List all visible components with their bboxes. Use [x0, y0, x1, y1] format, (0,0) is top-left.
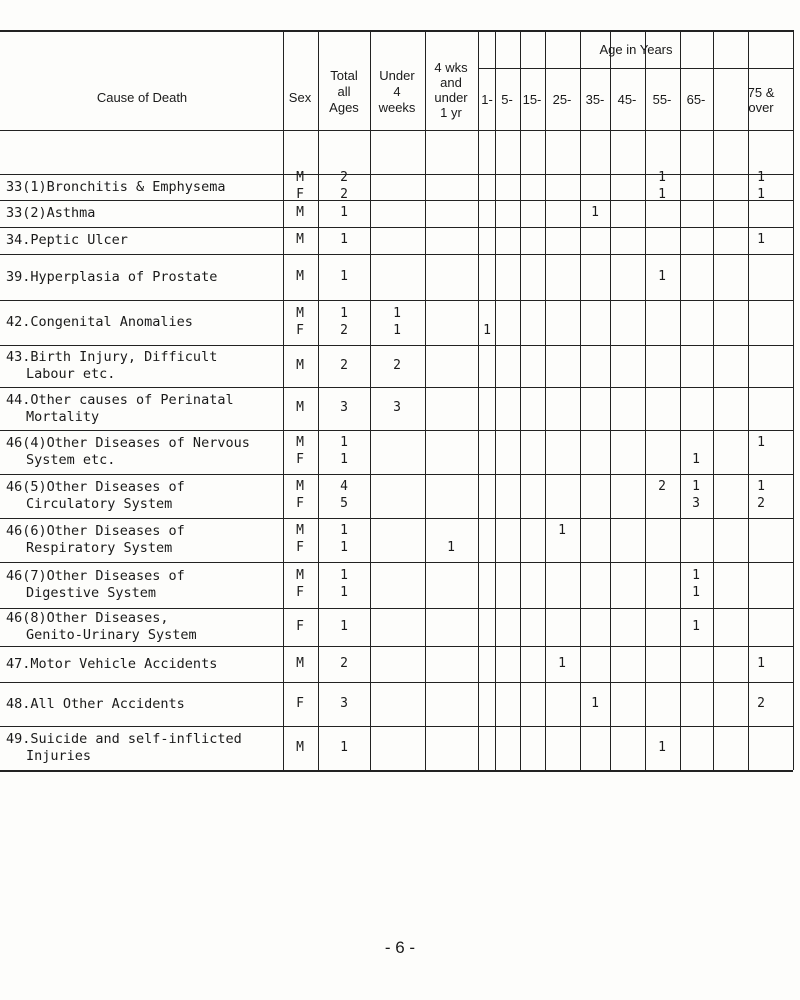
cause-label: 34.Peptic Ulcer [6, 232, 128, 248]
total-cell: 1 [340, 452, 348, 467]
sex-cell: M [296, 479, 304, 494]
count-cell: 1 [692, 479, 700, 494]
column-divider [545, 30, 546, 770]
cause-label: Genito-Urinary System [26, 627, 197, 643]
count-cell: 3 [692, 496, 700, 511]
column-divider [425, 30, 426, 770]
count-cell: 1 [658, 187, 666, 202]
sex-cell: M [296, 655, 304, 671]
sex-cell: M [296, 170, 304, 185]
column-divider [283, 30, 284, 770]
column-divider [748, 30, 749, 770]
row-divider [0, 200, 793, 201]
total-cell: 3 [340, 400, 348, 415]
total-cell: 5 [340, 496, 348, 511]
row-divider [0, 518, 793, 519]
header-sex: Sex [288, 90, 312, 105]
sex-cell: M [296, 305, 304, 321]
header-age-75: 75 & [747, 85, 775, 100]
cause-label: 43.Birth Injury, Difficult [6, 349, 218, 365]
row-divider [0, 130, 793, 131]
sex-cell: M [296, 357, 304, 373]
age-header-divider [478, 68, 793, 69]
header-age-15: 15- [522, 92, 542, 107]
page-number: - 6 - [384, 938, 416, 957]
cause-label: 47.Motor Vehicle Accidents [6, 655, 218, 672]
count-cell: 1 [393, 322, 401, 338]
cause-label: 46(8)Other Diseases, [6, 610, 169, 626]
count-cell: 3 [393, 400, 401, 415]
header-4wks-under-1yr: and [440, 75, 462, 90]
count-cell: 1 [757, 232, 765, 247]
count-cell: 1 [483, 322, 491, 338]
header-4wks-under-1yr: 1 yr [440, 105, 462, 120]
total-cell: 3 [340, 695, 348, 711]
cause-label: 49.Suicide and self-inflicted [6, 731, 242, 747]
column-divider [495, 30, 496, 770]
count-cell: 1 [591, 205, 599, 220]
count-cell: 1 [692, 618, 700, 634]
sex-cell: F [296, 540, 304, 555]
sex-cell: M [296, 205, 304, 220]
count-cell: 1 [757, 435, 765, 450]
header-total-all-ages: Total [330, 68, 358, 83]
cause-label: 42.Congenital Anomalies [6, 314, 193, 330]
count-cell: 1 [692, 568, 700, 583]
table-bottom-border [0, 770, 793, 772]
header-age-65: 65- [686, 92, 706, 107]
header-age-25: 25- [552, 92, 572, 107]
sex-cell: F [296, 322, 304, 338]
total-cell: 1 [340, 205, 348, 220]
cause-label: 46(5)Other Diseases of [6, 479, 185, 495]
header-total-all-ages: Ages [329, 100, 359, 115]
total-cell: 2 [340, 187, 348, 202]
table-top-border [0, 30, 793, 32]
row-divider [0, 387, 793, 388]
total-cell: 1 [340, 268, 348, 284]
sex-cell: M [296, 523, 304, 538]
row-divider [0, 345, 793, 346]
header-age-5: 5- [501, 92, 513, 107]
total-cell: 4 [340, 479, 348, 494]
header-age-in-years: Age in Years [599, 42, 673, 57]
column-divider [680, 30, 681, 770]
count-cell: 1 [692, 452, 700, 467]
header-under-4-weeks: 4 [393, 84, 401, 99]
total-cell: 2 [340, 322, 348, 338]
sex-cell: F [296, 618, 304, 634]
header-age-45: 45- [617, 92, 637, 107]
row-divider [0, 254, 793, 255]
sex-cell: M [296, 268, 304, 284]
row-divider [0, 562, 793, 563]
count-cell: 1 [692, 585, 700, 600]
sex-cell: F [296, 695, 304, 711]
column-divider [318, 30, 319, 770]
total-cell: 1 [340, 585, 348, 600]
column-divider [793, 30, 794, 770]
total-cell: 1 [340, 435, 348, 450]
header-age-35: 35- [585, 92, 605, 107]
sex-cell: M [296, 568, 304, 583]
column-divider [370, 30, 371, 770]
row-divider [0, 646, 793, 647]
row-divider [0, 682, 793, 683]
total-cell: 1 [340, 568, 348, 583]
count-cell: 2 [393, 357, 401, 373]
header-4wks-under-1yr: 4 wks [434, 60, 468, 75]
header-under-4-weeks: Under [379, 68, 415, 83]
cause-label: 33(2)Asthma [6, 205, 96, 221]
count-cell: 1 [658, 739, 666, 755]
cause-label: Mortality [26, 408, 100, 425]
total-cell: 2 [340, 655, 348, 671]
total-cell: 1 [340, 739, 348, 755]
row-divider [0, 430, 793, 431]
column-divider [713, 30, 714, 770]
cause-label: Circulatory System [26, 496, 173, 512]
count-cell: 1 [757, 170, 765, 185]
cause-label: Injuries [26, 748, 92, 764]
count-cell: 1 [393, 305, 401, 321]
header-cause: Cause of Death [96, 90, 188, 105]
cause-label: Digestive System [26, 585, 157, 601]
cause-label: 46(4)Other Diseases of Nervous [6, 435, 250, 451]
cause-label: 39.Hyperplasia of Prostate [6, 268, 218, 285]
sex-cell: F [296, 452, 304, 467]
total-cell: 2 [340, 170, 348, 185]
sex-cell: F [296, 585, 304, 600]
sex-cell: M [296, 739, 304, 755]
count-cell: 1 [757, 655, 765, 671]
total-cell: 1 [340, 305, 348, 321]
column-divider [520, 30, 521, 770]
cause-label: 48.All Other Accidents [6, 695, 185, 712]
column-divider [580, 30, 581, 770]
header-4wks-under-1yr: under [434, 90, 468, 105]
count-cell: 2 [658, 479, 666, 494]
row-divider [0, 726, 793, 727]
count-cell: 1 [757, 187, 765, 202]
header-age-55: 55- [652, 92, 672, 107]
row-divider [0, 227, 793, 228]
sex-cell: M [296, 232, 304, 247]
column-divider [478, 30, 479, 770]
cause-label: 44.Other causes of Perinatal [6, 391, 234, 408]
cause-label: 46(7)Other Diseases of [6, 568, 185, 584]
sex-cell: F [296, 187, 304, 202]
column-divider [645, 30, 646, 770]
row-divider [0, 174, 793, 175]
count-cell: 1 [658, 170, 666, 185]
count-cell: 2 [757, 695, 765, 711]
header-under-4-weeks: weeks [378, 100, 416, 115]
cause-label: 33(1)Bronchitis & Emphysema [6, 178, 226, 195]
header-age-75: over [748, 100, 774, 115]
total-cell: 1 [340, 618, 348, 634]
sex-cell: M [296, 400, 304, 415]
sex-cell: M [296, 435, 304, 450]
count-cell: 2 [757, 496, 765, 511]
count-cell: 1 [447, 540, 455, 555]
count-cell: 1 [558, 523, 566, 538]
row-divider [0, 474, 793, 475]
column-divider [610, 30, 611, 770]
cause-label: Respiratory System [26, 540, 173, 556]
total-cell: 2 [340, 357, 348, 373]
cause-label: System etc. [26, 452, 116, 468]
total-cell: 1 [340, 540, 348, 555]
count-cell: 1 [658, 268, 666, 284]
count-cell: 1 [591, 695, 599, 711]
total-cell: 1 [340, 523, 348, 538]
count-cell: 1 [558, 655, 566, 671]
cause-label: 46(6)Other Diseases of [6, 523, 185, 539]
total-cell: 1 [340, 232, 348, 247]
cause-label: Labour etc. [26, 366, 116, 382]
header-total-all-ages: all [337, 84, 351, 99]
header-age-1: 1- [481, 92, 493, 107]
sex-cell: F [296, 496, 304, 511]
row-divider [0, 300, 793, 301]
count-cell: 1 [757, 479, 765, 494]
